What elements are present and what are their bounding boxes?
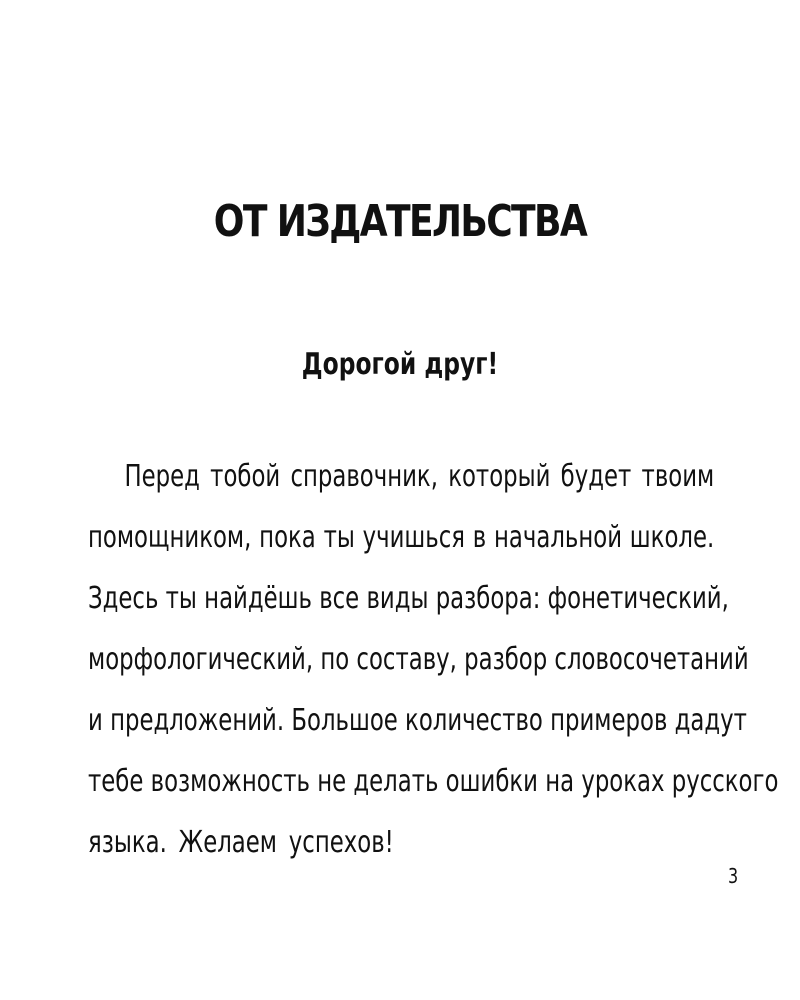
body-line: тебе возможность не делать ошибки на уроках русского [88, 764, 779, 799]
page-title: ОТ ИЗДАТЕЛЬСТВА [213, 196, 587, 247]
body-line: Перед тобой справочник, который будет твоим [124, 459, 715, 494]
greeting-heading: Дорогой друг! [301, 347, 499, 382]
body-line: морфологический, по составу, разбор словосочетаний [88, 642, 749, 677]
body-line: языка. Желаем успехов! [88, 825, 394, 860]
body-line: помощником, пока ты учишься в начальной школе. [88, 520, 715, 555]
body-line: и предложений. Большое количество примеров дадут [88, 703, 747, 738]
body-line: Здесь ты найдёшь все виды разбора: фонетический, [88, 581, 729, 616]
body-paragraph [88, 446, 779, 873]
page-number: 3 [728, 864, 739, 888]
